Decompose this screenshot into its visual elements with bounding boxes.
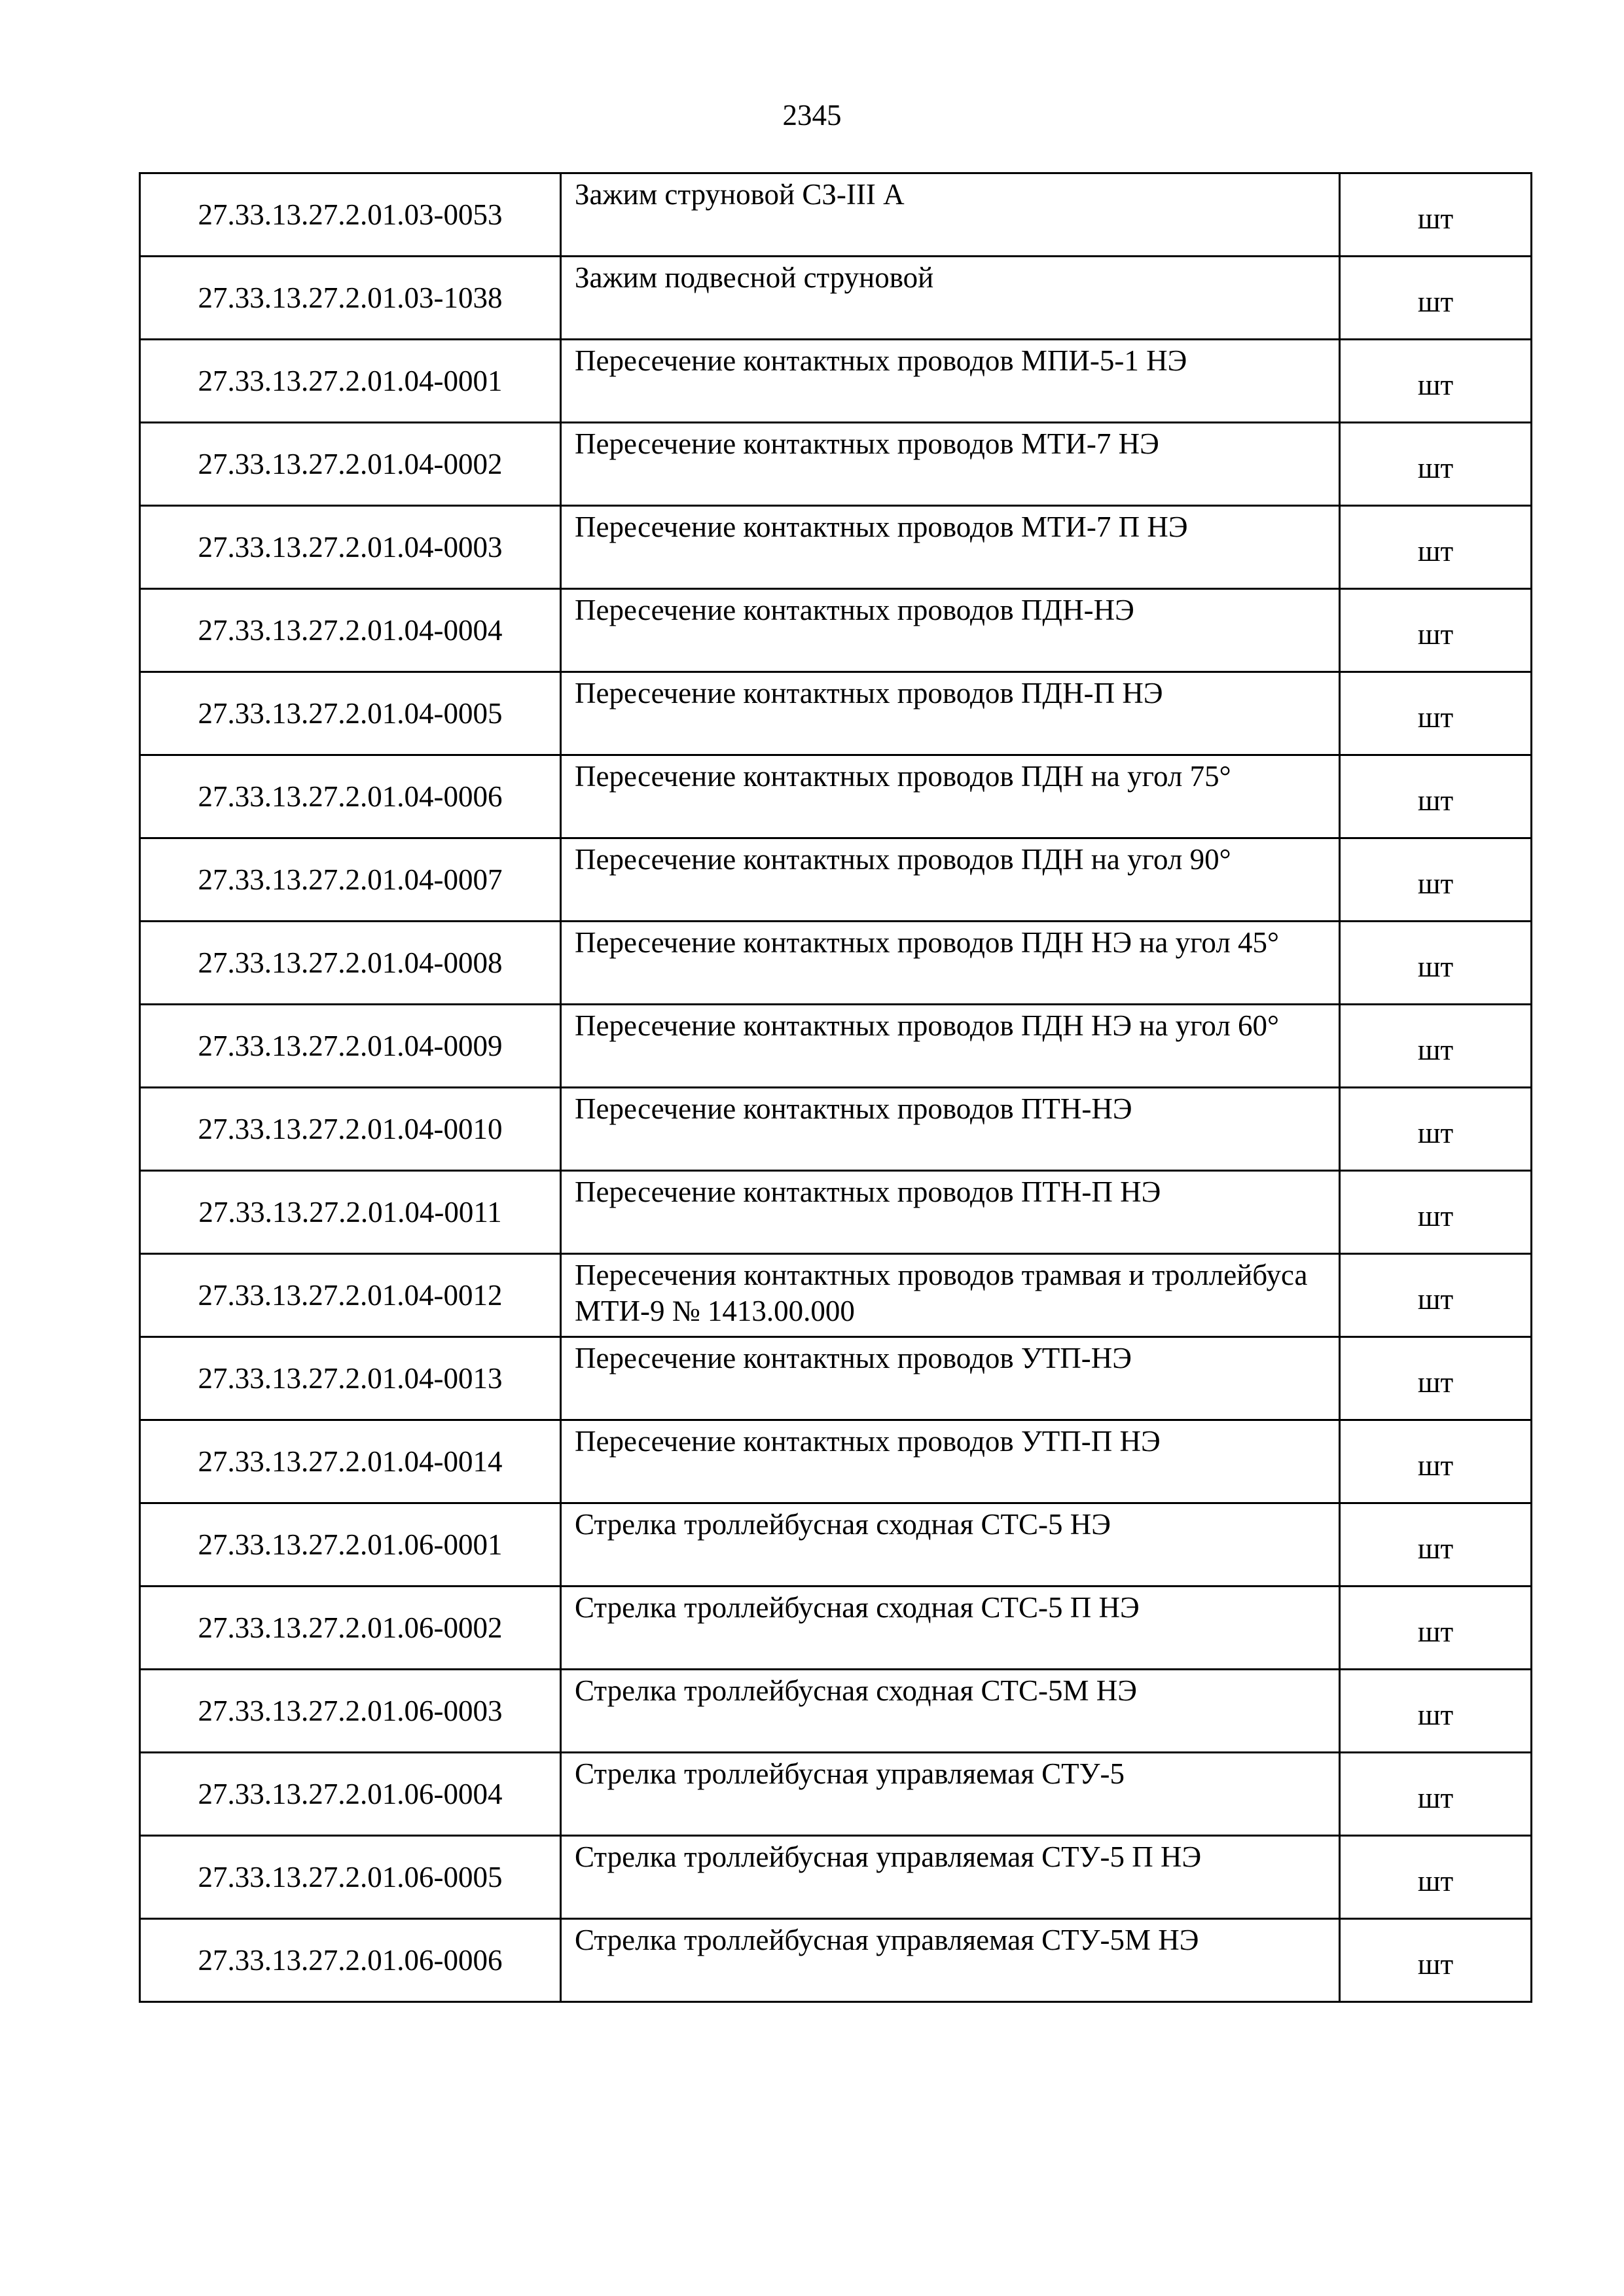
table-row <box>140 838 1532 922</box>
item-name-cell: Пересечение контактных проводов ПТН-НЭ <box>561 1088 1340 1171</box>
item-name-cell: Пересечения контактных проводов трамвая и троллейбуса МТИ-9 № 1413.00.000 <box>561 1254 1340 1337</box>
table-row <box>140 1088 1532 1171</box>
item-name-cell: Пересечение контактных проводов МТИ-7 НЭ <box>561 423 1340 506</box>
item-unit-cell: шт <box>1340 1420 1532 1503</box>
table-row <box>140 755 1532 838</box>
item-unit-cell: шт <box>1340 755 1532 838</box>
item-unit-cell: шт <box>1340 1088 1532 1171</box>
item-unit-cell: шт <box>1340 589 1532 672</box>
table-row <box>140 1420 1532 1503</box>
item-code-cell: 27.33.13.27.2.01.03-0053 <box>140 173 561 257</box>
item-unit-cell: шт <box>1340 1171 1532 1254</box>
item-name-cell: Пересечение контактных проводов ПДН-П НЭ <box>561 672 1340 755</box>
item-unit-cell: шт <box>1340 1753 1532 1836</box>
table-row <box>140 1337 1532 1420</box>
item-code-cell: 27.33.13.27.2.01.04-0011 <box>140 1171 561 1254</box>
item-code-cell: 27.33.13.27.2.01.04-0012 <box>140 1254 561 1337</box>
item-code-cell: 27.33.13.27.2.01.04-0006 <box>140 755 561 838</box>
item-code-cell: 27.33.13.27.2.01.06-0004 <box>140 1753 561 1836</box>
item-name-cell: Стрелка троллейбусная управляемая СТУ-5 П НЭ <box>561 1836 1340 1919</box>
item-code-cell: 27.33.13.27.2.01.04-0001 <box>140 340 561 423</box>
item-unit-cell: шт <box>1340 1254 1532 1337</box>
page-number: 2345 <box>782 99 842 132</box>
item-unit-cell: шт <box>1340 1005 1532 1088</box>
item-name-cell: Пересечение контактных проводов ПДН НЭ на угол 45° <box>561 922 1340 1005</box>
table-row <box>140 672 1532 755</box>
item-unit-cell: шт <box>1340 257 1532 340</box>
item-unit-cell: шт <box>1340 1919 1532 2002</box>
item-code-cell: 27.33.13.27.2.01.04-0013 <box>140 1337 561 1420</box>
item-code-cell: 27.33.13.27.2.01.03-1038 <box>140 257 561 340</box>
item-code-cell: 27.33.13.27.2.01.04-0005 <box>140 672 561 755</box>
item-code-cell: 27.33.13.27.2.01.06-0003 <box>140 1670 561 1753</box>
item-name-cell: Зажим струновой СЗ-III А <box>561 173 1340 257</box>
item-unit-cell: шт <box>1340 1337 1532 1420</box>
item-name-cell: Стрелка троллейбусная сходная СТС-5 П НЭ <box>561 1587 1340 1670</box>
table-row <box>140 589 1532 672</box>
item-code-cell: 27.33.13.27.2.01.06-0005 <box>140 1836 561 1919</box>
item-name-cell: Пересечение контактных проводов ПДН на угол 75° <box>561 755 1340 838</box>
item-unit-cell: шт <box>1340 1587 1532 1670</box>
table-row <box>140 1503 1532 1587</box>
item-unit-cell: шт <box>1340 1836 1532 1919</box>
item-name-cell: Пересечение контактных проводов ПДН-НЭ <box>561 589 1340 672</box>
item-name-cell: Стрелка троллейбусная управляемая СТУ-5 <box>561 1753 1340 1836</box>
table-row <box>140 1254 1532 1337</box>
spec-table <box>139 172 1532 2003</box>
item-unit-cell: шт <box>1340 838 1532 922</box>
table-row <box>140 922 1532 1005</box>
item-code-cell: 27.33.13.27.2.01.04-0009 <box>140 1005 561 1088</box>
spec-table-body <box>140 173 1532 2002</box>
item-code-cell: 27.33.13.27.2.01.04-0004 <box>140 589 561 672</box>
item-name-cell: Пересечение контактных проводов УТП-П НЭ <box>561 1420 1340 1503</box>
table-row <box>140 1919 1532 2002</box>
item-code-cell: 27.33.13.27.2.01.04-0014 <box>140 1420 561 1503</box>
table-row <box>140 173 1532 257</box>
table-row <box>140 1587 1532 1670</box>
item-unit-cell: шт <box>1340 506 1532 589</box>
item-code-cell: 27.33.13.27.2.01.04-0007 <box>140 838 561 922</box>
item-unit-cell: шт <box>1340 173 1532 257</box>
table-row <box>140 423 1532 506</box>
item-unit-cell: шт <box>1340 1670 1532 1753</box>
item-code-cell: 27.33.13.27.2.01.06-0001 <box>140 1503 561 1587</box>
item-unit-cell: шт <box>1340 922 1532 1005</box>
item-name-cell: Стрелка троллейбусная сходная СТС-5 НЭ <box>561 1503 1340 1587</box>
table-row <box>140 1005 1532 1088</box>
item-unit-cell: шт <box>1340 672 1532 755</box>
item-unit-cell: шт <box>1340 423 1532 506</box>
item-code-cell: 27.33.13.27.2.01.06-0006 <box>140 1919 561 2002</box>
table-row <box>140 1171 1532 1254</box>
item-name-cell: Пересечение контактных проводов МТИ-7 П НЭ <box>561 506 1340 589</box>
table-row <box>140 1670 1532 1753</box>
table-row <box>140 506 1532 589</box>
item-code-cell: 27.33.13.27.2.01.04-0008 <box>140 922 561 1005</box>
table-row <box>140 340 1532 423</box>
item-name-cell: Пересечение контактных проводов ПДН НЭ на угол 60° <box>561 1005 1340 1088</box>
item-name-cell: Зажим подвесной струновой <box>561 257 1340 340</box>
item-name-cell: Пересечение контактных проводов ПДН на угол 90° <box>561 838 1340 922</box>
item-name-cell: Пересечение контактных проводов УТП-НЭ <box>561 1337 1340 1420</box>
item-unit-cell: шт <box>1340 1503 1532 1587</box>
item-unit-cell: шт <box>1340 340 1532 423</box>
item-code-cell: 27.33.13.27.2.01.04-0010 <box>140 1088 561 1171</box>
table-row <box>140 1753 1532 1836</box>
item-code-cell: 27.33.13.27.2.01.04-0003 <box>140 506 561 589</box>
item-code-cell: 27.33.13.27.2.01.06-0002 <box>140 1587 561 1670</box>
item-code-cell: 27.33.13.27.2.01.04-0002 <box>140 423 561 506</box>
item-name-cell: Пересечение контактных проводов МПИ-5-1 НЭ <box>561 340 1340 423</box>
item-name-cell: Пересечение контактных проводов ПТН-П НЭ <box>561 1171 1340 1254</box>
table-row <box>140 257 1532 340</box>
item-name-cell: Стрелка троллейбусная управляемая СТУ-5М НЭ <box>561 1919 1340 2002</box>
table-row <box>140 1836 1532 1919</box>
item-name-cell: Стрелка троллейбусная сходная СТС-5М НЭ <box>561 1670 1340 1753</box>
